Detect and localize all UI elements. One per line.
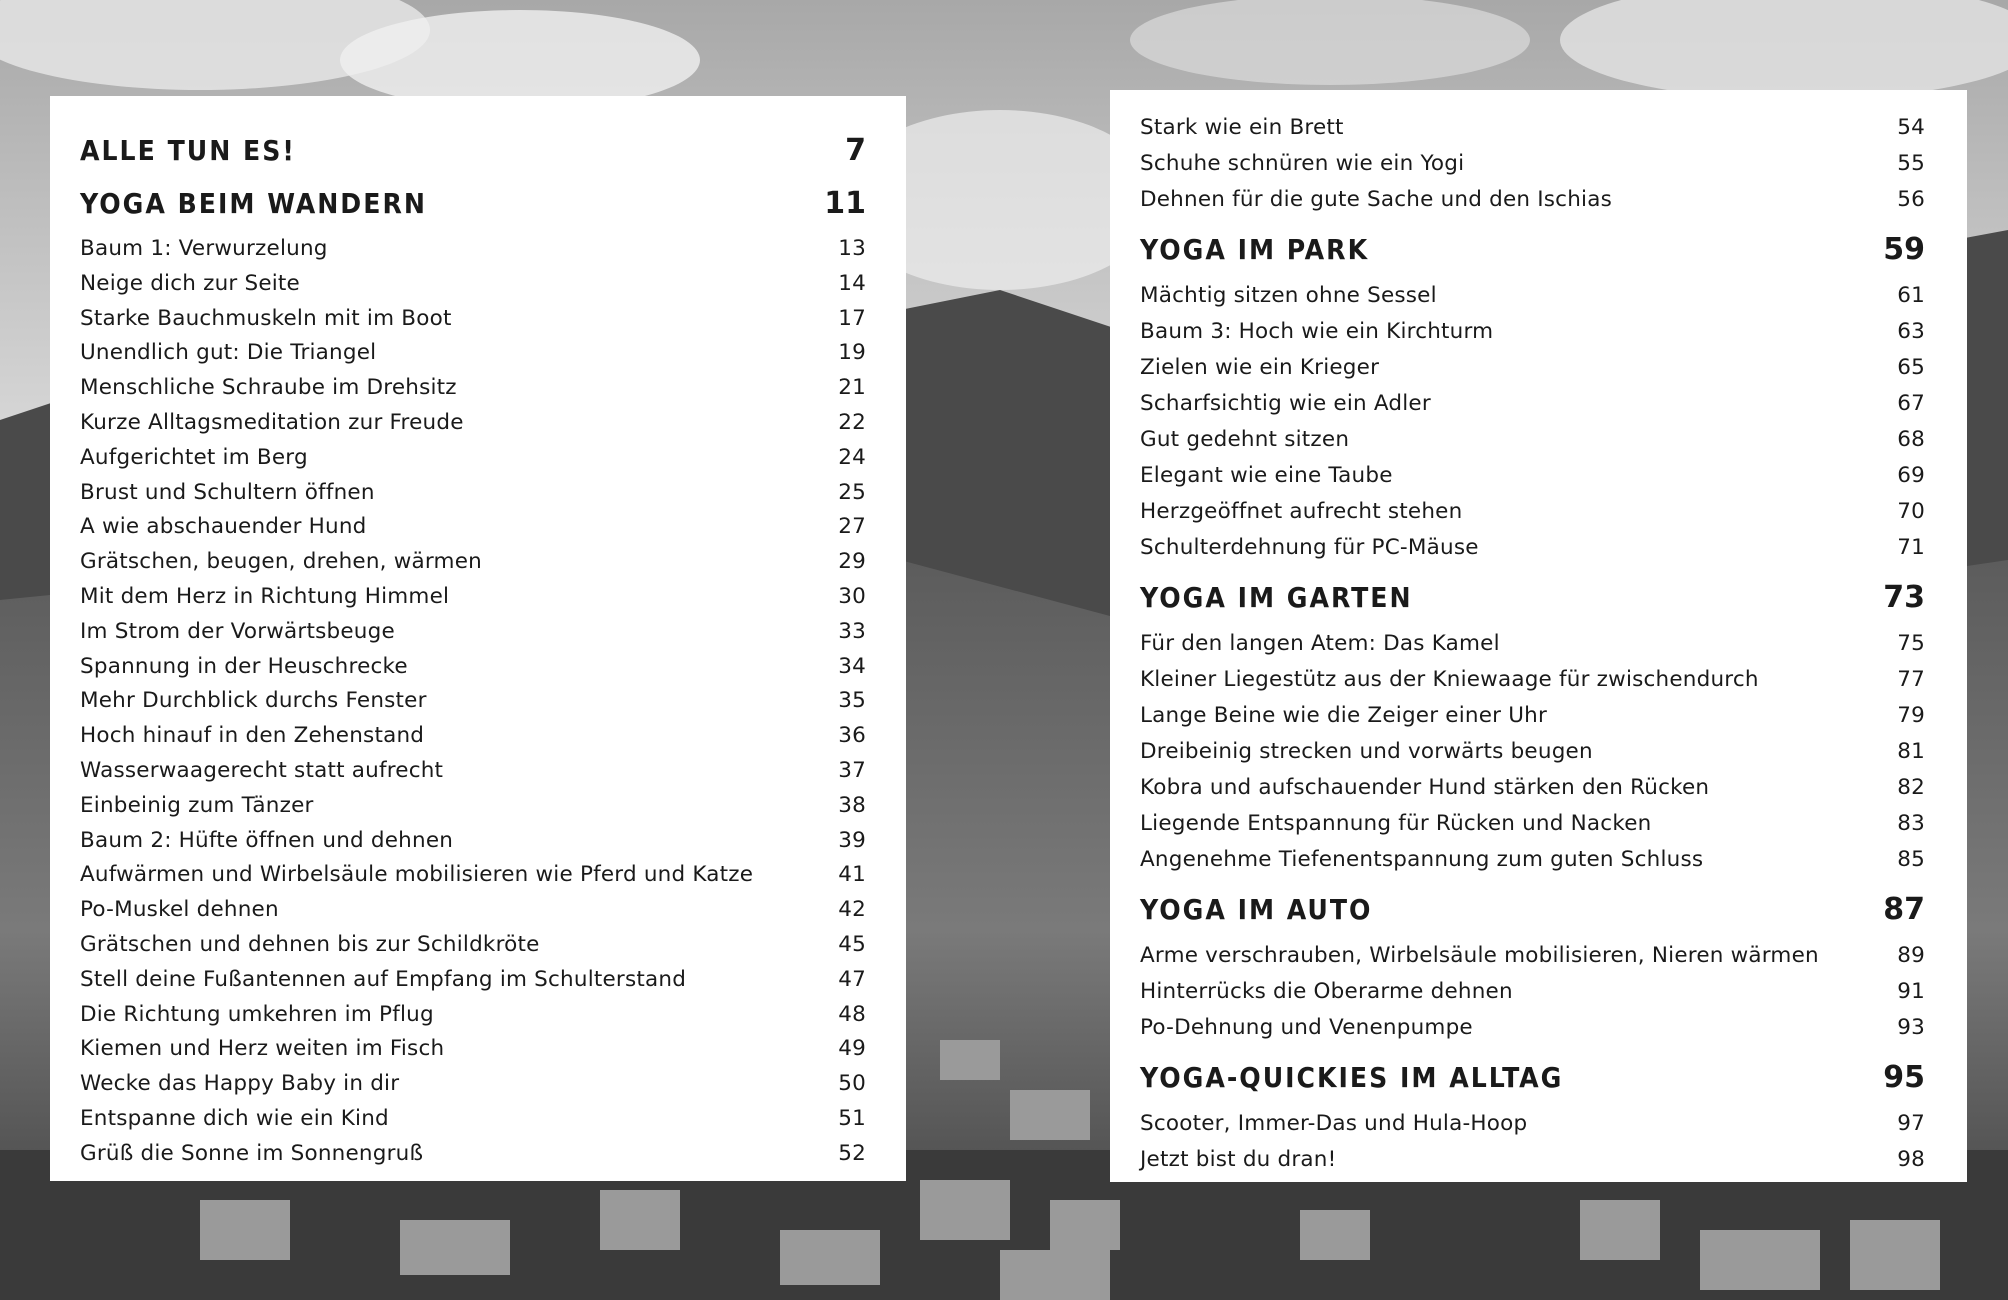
entry-label: Starke Bauchmuskeln mit im Boot: [80, 305, 452, 331]
entry-label: Lange Beine wie die Zeiger einer Uhr: [1140, 703, 1548, 728]
toc-right-panel: [1110, 90, 1967, 1182]
toc-entry[interactable]: [1140, 182, 1925, 218]
toc-entry[interactable]: [80, 719, 866, 754]
toc-section-heading[interactable]: [1140, 218, 1925, 278]
entry-label: Grätschen und dehnen bis zur Schildkröte: [80, 931, 540, 957]
entry-page: 25: [838, 479, 866, 505]
toc-entry[interactable]: [80, 754, 866, 789]
toc-entry[interactable]: [80, 1032, 866, 1067]
entry-label: Wecke das Happy Baby in dir: [80, 1071, 400, 1097]
entry-label: Angenehme Tiefenentspannung zum guten Schluss: [1140, 847, 1704, 872]
entry-label: Dreibeinig strecken und vorwärts beugen: [1140, 739, 1593, 764]
entry-page: 36: [838, 723, 866, 749]
toc-entry[interactable]: [1140, 278, 1925, 314]
entry-label: Stell deine Fußantennen auf Empfang im Schulterstand: [80, 966, 687, 992]
entry-page: 14: [838, 270, 866, 296]
toc-left-panel: [50, 96, 906, 1181]
entry-page: 47: [838, 966, 866, 992]
entry-label: Baum 3: Hoch wie ein Kirchturm: [1140, 319, 1494, 344]
entry-page: 55: [1897, 151, 1925, 176]
entry-page: 38: [838, 792, 866, 818]
toc-entry[interactable]: [1140, 386, 1925, 422]
entry-page: 83: [1897, 811, 1925, 836]
entry-page: 93: [1897, 1015, 1925, 1040]
entry-label: Mächtig sitzen ohne Sessel: [1140, 283, 1437, 308]
entry-label: Grätschen, beugen, drehen, wärmen: [80, 549, 482, 575]
toc-entry[interactable]: [80, 267, 866, 302]
section-title: YOGA IM GARTEN: [1140, 581, 1413, 614]
entry-page: 50: [838, 1071, 866, 1097]
entry-page: 22: [838, 409, 866, 435]
section-title: YOGA BEIM WANDERN: [80, 187, 427, 220]
entry-label: Spannung in der Heuschrecke: [80, 653, 408, 679]
entry-label: Jetzt bist du dran!: [1140, 1147, 1337, 1172]
toc-entry[interactable]: [80, 371, 866, 406]
toc-entry[interactable]: [80, 406, 866, 441]
entry-page: 98: [1897, 1147, 1925, 1172]
entry-page: 48: [838, 1001, 866, 1027]
entry-label: Unendlich gut: Die Triangel: [80, 340, 377, 366]
toc-section-heading[interactable]: [80, 176, 866, 232]
entry-label: Kiemen und Herz weiten im Fisch: [80, 1036, 445, 1062]
entry-label: Kobra und aufschauender Hund stärken den Rücken: [1140, 775, 1710, 800]
entry-label: Baum 2: Hüfte öffnen und dehnen: [80, 827, 454, 853]
entry-page: 39: [838, 827, 866, 853]
toc-entry[interactable]: [80, 824, 866, 859]
section-page: 95: [1883, 1060, 1925, 1095]
entry-page: 65: [1897, 355, 1925, 380]
entry-label: Grüß die Sonne im Sonnengruß: [80, 1140, 424, 1166]
toc-entry[interactable]: [1140, 494, 1925, 530]
entry-page: 63: [1897, 319, 1925, 344]
entry-label: Mehr Durchblick durchs Fenster: [80, 688, 427, 714]
toc-entry[interactable]: [80, 684, 866, 719]
entry-label: Wasserwaagerecht statt aufrecht: [80, 757, 444, 783]
entry-label: Kurze Alltagsmeditation zur Freude: [80, 409, 464, 435]
section-page: 7: [845, 133, 866, 168]
toc-entry[interactable]: [80, 1137, 866, 1172]
entry-label: Hoch hinauf in den Zehenstand: [80, 723, 425, 749]
toc-entry[interactable]: [80, 302, 866, 337]
entry-label: Elegant wie eine Taube: [1140, 463, 1393, 488]
toc-entry[interactable]: [1140, 530, 1925, 566]
entry-label: Neige dich zur Seite: [80, 270, 300, 296]
toc-entry[interactable]: [1140, 974, 1925, 1010]
toc-entry[interactable]: [1140, 314, 1925, 350]
entry-label: Scharfsichtig wie ein Adler: [1140, 391, 1431, 416]
entry-page: 21: [838, 375, 866, 401]
toc-entry[interactable]: [80, 545, 866, 580]
toc-entry[interactable]: [1140, 350, 1925, 386]
toc-entry[interactable]: [80, 928, 866, 963]
entry-label: Herzgeöffnet aufrecht stehen: [1140, 499, 1463, 524]
toc-entry[interactable]: [80, 615, 866, 650]
toc-entry[interactable]: [80, 963, 866, 998]
toc-entry[interactable]: [1140, 770, 1925, 806]
toc-section-heading[interactable]: [80, 126, 866, 176]
entry-page: 91: [1897, 979, 1925, 1004]
entry-page: 34: [838, 653, 866, 679]
toc-entry[interactable]: [1140, 662, 1925, 698]
toc-entry[interactable]: [80, 510, 866, 545]
entry-label: Menschliche Schraube im Drehsitz: [80, 375, 457, 401]
entry-page: 19: [838, 340, 866, 366]
toc-entry[interactable]: [80, 232, 866, 267]
entry-label: Schuhe schnüren wie ein Yogi: [1140, 151, 1465, 176]
toc-section-heading[interactable]: [1140, 878, 1925, 938]
entry-page: 37: [838, 757, 866, 783]
entry-page: 68: [1897, 427, 1925, 452]
entry-page: 89: [1897, 943, 1925, 968]
entry-label: Hinterrücks die Oberarme dehnen: [1140, 979, 1513, 1004]
entry-label: Po-Muskel dehnen: [80, 897, 279, 923]
entry-page: 54: [1897, 115, 1925, 140]
toc-entry[interactable]: [80, 441, 866, 476]
toc-entry[interactable]: [1140, 842, 1925, 878]
entry-label: Im Strom der Vorwärtsbeuge: [80, 618, 395, 644]
entry-label: Für den langen Atem: Das Kamel: [1140, 631, 1500, 656]
entry-page: 79: [1897, 703, 1925, 728]
entry-label: Scooter, Immer-Das und Hula-Hoop: [1140, 1111, 1528, 1136]
section-page: 59: [1883, 232, 1925, 267]
toc-entry[interactable]: [1140, 146, 1925, 182]
entry-label: Gut gedehnt sitzen: [1140, 427, 1350, 452]
entry-page: 35: [838, 688, 866, 714]
entry-page: 52: [838, 1140, 866, 1166]
entry-label: Einbeinig zum Tänzer: [80, 792, 314, 818]
entry-page: 61: [1897, 283, 1925, 308]
toc-entry[interactable]: [1140, 110, 1925, 146]
toc-entry[interactable]: [1140, 1010, 1925, 1046]
entry-page: 51: [838, 1105, 866, 1131]
entry-label: A wie abschauender Hund: [80, 514, 367, 540]
toc-entry[interactable]: [80, 1067, 866, 1102]
entry-page: 17: [838, 305, 866, 331]
entry-page: 33: [838, 618, 866, 644]
toc-entry[interactable]: [80, 789, 866, 824]
toc-entry[interactable]: [80, 998, 866, 1033]
toc-entry[interactable]: [1140, 1142, 1925, 1178]
entry-label: Kleiner Liegestütz aus der Kniewaage für zwischendurch: [1140, 667, 1759, 692]
entry-page: 41: [838, 862, 866, 888]
toc-entry-list: [80, 232, 866, 1172]
toc-entry[interactable]: [1140, 806, 1925, 842]
section-title: YOGA IM PARK: [1140, 233, 1370, 266]
toc-entry[interactable]: [1140, 698, 1925, 734]
entry-label: Stark wie ein Brett: [1140, 115, 1344, 140]
section-title: YOGA IM AUTO: [1140, 893, 1373, 926]
toc-entry[interactable]: [80, 650, 866, 685]
toc-entry[interactable]: [1140, 734, 1925, 770]
toc-entry[interactable]: [1140, 422, 1925, 458]
entry-page: 69: [1897, 463, 1925, 488]
toc-entry[interactable]: [1140, 938, 1925, 974]
entry-page: 49: [838, 1036, 866, 1062]
toc-entry[interactable]: [1140, 1106, 1925, 1142]
toc-entry[interactable]: [80, 476, 866, 511]
entry-page: 75: [1897, 631, 1925, 656]
section-title: YOGA-QUICKIES IM ALLTAG: [1140, 1061, 1564, 1094]
entry-page: 85: [1897, 847, 1925, 872]
section-page: 87: [1883, 892, 1925, 927]
section-page: 11: [824, 186, 866, 221]
entry-label: Dehnen für die gute Sache und den Ischias: [1140, 187, 1612, 212]
section-title: ALLE TUN ES!: [80, 134, 296, 167]
entry-page: 45: [838, 931, 866, 957]
section-page: 73: [1883, 580, 1925, 615]
entry-label: Entspanne dich wie ein Kind: [80, 1105, 389, 1131]
entry-label: Brust und Schultern öffnen: [80, 479, 375, 505]
entry-page: 67: [1897, 391, 1925, 416]
entry-label: Mit dem Herz in Richtung Himmel: [80, 583, 450, 609]
toc-entry[interactable]: [80, 580, 866, 615]
toc-entry[interactable]: [80, 336, 866, 371]
toc-entry[interactable]: [80, 893, 866, 928]
toc-entry[interactable]: [1140, 458, 1925, 494]
entry-page: 24: [838, 444, 866, 470]
entry-page: 30: [838, 583, 866, 609]
entry-page: 70: [1897, 499, 1925, 524]
toc-section-heading[interactable]: [1140, 566, 1925, 626]
entry-label: Liegende Entspannung für Rücken und Nacken: [1140, 811, 1652, 836]
entry-page: 77: [1897, 667, 1925, 692]
entry-page: 42: [838, 897, 866, 923]
entry-label: Aufgerichtet im Berg: [80, 444, 308, 470]
entry-label: Baum 1: Verwurzelung: [80, 236, 328, 261]
entry-label: Die Richtung umkehren im Pflug: [80, 1001, 434, 1027]
entry-label: Zielen wie ein Krieger: [1140, 355, 1380, 380]
entry-page: 13: [838, 236, 866, 261]
entry-label: Po-Dehnung und Venenpumpe: [1140, 1015, 1473, 1040]
entry-page: 27: [838, 514, 866, 540]
entry-label: Aufwärmen und Wirbelsäule mobilisieren wie Pferd und Katze: [80, 862, 754, 888]
entry-page: 56: [1897, 187, 1925, 212]
toc-entry[interactable]: [80, 1102, 866, 1137]
entry-page: 97: [1897, 1111, 1925, 1136]
entry-page: 82: [1897, 775, 1925, 800]
entry-label: Schulterdehnung für PC-Mäuse: [1140, 535, 1479, 560]
entry-page: 71: [1897, 535, 1925, 560]
entry-page: 81: [1897, 739, 1925, 764]
toc-entry-list: [1140, 110, 1925, 1178]
entry-label: Arme verschrauben, Wirbelsäule mobilisieren, Nieren wärmen: [1140, 943, 1819, 968]
toc-entry[interactable]: [1140, 626, 1925, 662]
entry-page: 29: [838, 549, 866, 575]
toc-section-heading[interactable]: [1140, 1046, 1925, 1106]
toc-entry[interactable]: [80, 858, 866, 893]
